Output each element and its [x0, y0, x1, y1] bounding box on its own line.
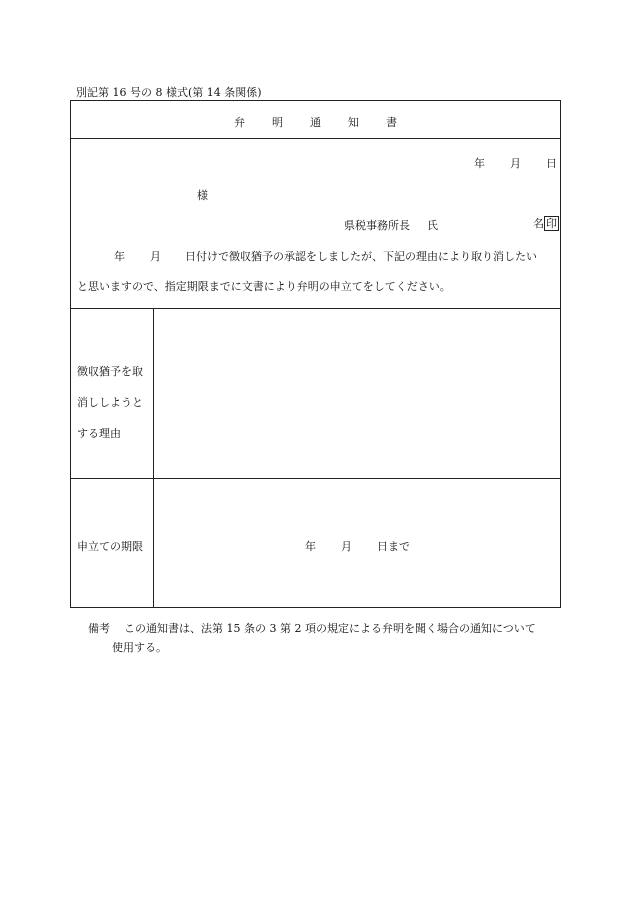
reason-label-line: する理由: [77, 427, 121, 440]
date-day: 日: [546, 157, 557, 170]
sender-title: 県税事務所長: [344, 219, 410, 232]
sender-name-prefix: 氏: [427, 219, 438, 232]
note-line1: この通知書は、法第 15 条の 3 第 2 項の規定による弁明を聞く場合の通知について: [124, 622, 536, 635]
name-suffix: 名: [533, 217, 544, 230]
deadline-label: 申立ての期限: [77, 540, 143, 553]
sender-name-suffix: [533, 215, 559, 231]
reason-label: [77, 356, 143, 449]
divider: [71, 138, 560, 139]
addressee-suffix: 様: [197, 189, 208, 202]
form-title: [71, 114, 560, 130]
date-year: 年: [474, 157, 485, 170]
note-line2: 使用する。: [112, 641, 167, 654]
title-char: 弁: [234, 116, 245, 129]
title-char: 明: [272, 116, 283, 129]
reason-label-line: 徴収猶予を取: [77, 365, 143, 378]
deadline-month: 月: [341, 540, 352, 553]
date-month: 月: [510, 157, 521, 170]
seal-icon: 印: [546, 217, 557, 230]
body-line2: と思いますので、指定期限までに文書により弁明の申立てをしてください。: [77, 280, 451, 293]
deadline-year: 年: [305, 540, 316, 553]
notice-form: [70, 100, 561, 608]
body-line1: 日付けで徴収猶予の承認をしましたが、下記の理由により取り消したい: [185, 250, 537, 263]
body-month: 月: [150, 250, 161, 263]
label-column-divider: [153, 308, 154, 608]
form-reference: 別記第 16 号の 8 様式(第 14 条関係): [76, 86, 262, 99]
title-char: 知: [348, 116, 359, 129]
title-char: 通: [310, 116, 321, 129]
note-heading: 備考: [88, 622, 110, 635]
divider: [71, 308, 560, 309]
body-year: 年: [114, 250, 125, 263]
divider: [71, 478, 560, 479]
title-char: 書: [386, 116, 397, 129]
deadline-until: 日まで: [377, 540, 410, 553]
reason-label-line: 消ししようと: [77, 396, 143, 409]
